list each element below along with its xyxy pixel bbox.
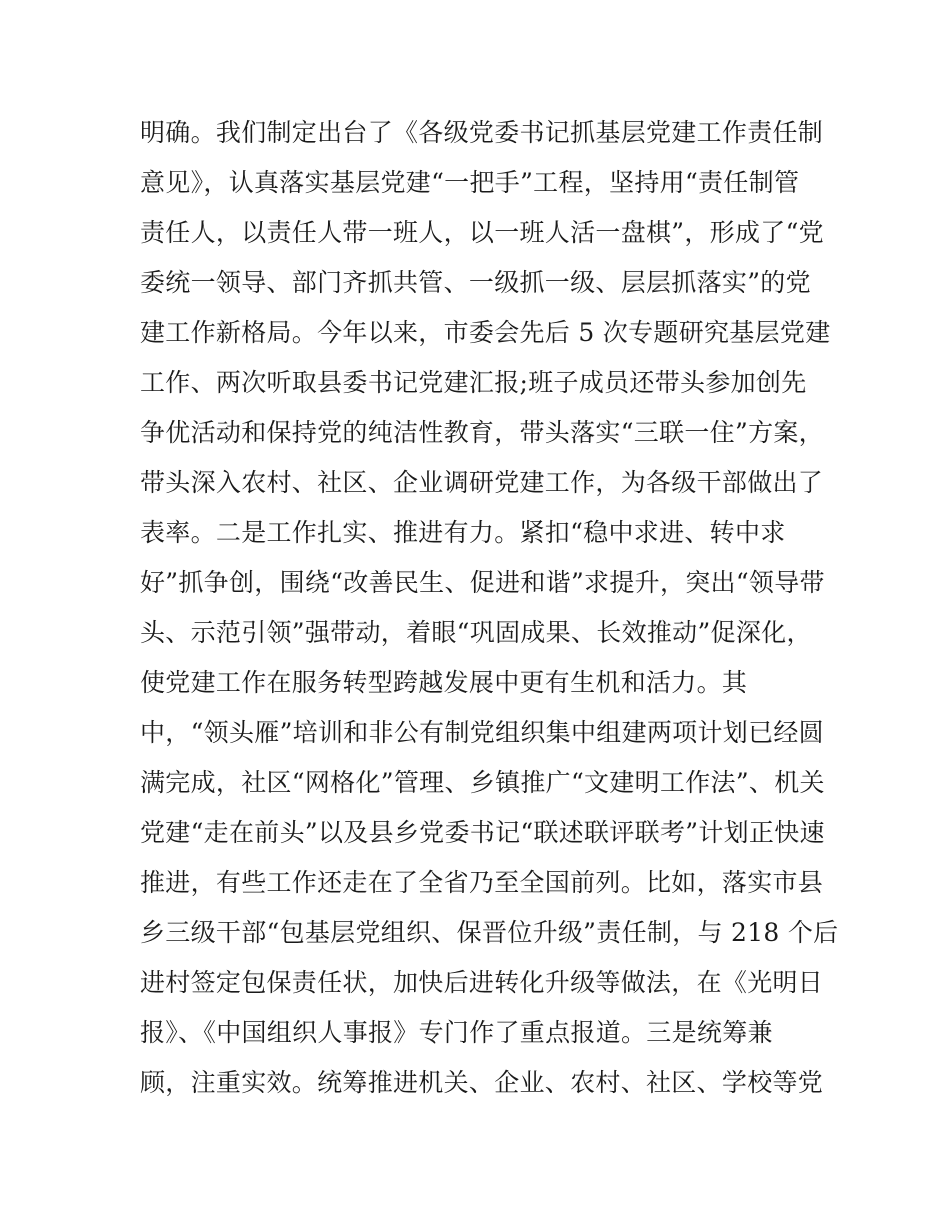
text-line: 满完成，社区“网格化”管理、乡镇推广“文建明工作法”、机关 — [140, 768, 825, 797]
text-line: 报》、《中国组织人事报》专门作了重点报道。三是统筹兼 — [140, 1018, 773, 1047]
body-text — [140, 108, 839, 1108]
text-line: 头、示范引领”强带动，着眼“巩固成果、长效推动”促深化， — [140, 618, 812, 647]
text-line: 党建“走在前头”以及县乡党委书记“联述联评联考”计划正快速 — [140, 818, 825, 847]
text-line: 意见》，认真落实基层党建“一把手”工程，坚持用“责任制管 — [140, 168, 800, 197]
text-line: 中，“领头雁”培训和非公有制党组织集中组建两项计划已经圆 — [140, 718, 824, 747]
text-line: 委统一领导、部门齐抓共管、一级抓一级、层层抓落实”的党 — [140, 268, 811, 297]
text-line: 顾，注重实效。统筹推进机关、企业、农村、社区、学校等党 — [140, 1068, 824, 1097]
text-line: 推进，有些工作还走在了全省乃至全国前列。比如，落实市县 — [140, 868, 824, 897]
text-line: 乡三级干部“包基层党组织、保晋位升级”责任制，与 218 个后 — [140, 918, 839, 947]
text-line: 建工作新格局。今年以来，市委会先后 5 次专题研究基层党建 — [140, 318, 831, 347]
text-line: 进村签定包保责任状，加快后进转化升级等做法，在《光明日 — [140, 968, 824, 997]
text-line: 工作、两次听取县委书记党建汇报;班子成员还带头参加创先 — [140, 368, 807, 397]
text-line: 明确。我们制定出台了《各级党委书记抓基层党建工作责任制 — [140, 118, 824, 147]
text-line: 带头深入农村、社区、企业调研党建工作，为各级干部做出了 — [140, 468, 824, 497]
text-line: 使党建工作在服务转型跨越发展中更有生机和活力。其 — [140, 668, 748, 697]
text-line: 责任人，以责任人带一班人，以一班人活一盘棋”，形成了“党 — [140, 218, 824, 247]
text-line: 表率。二是工作扎实、推进有力。紧扣“稳中求进、转中求 — [140, 518, 786, 547]
text-line: 争优活动和保持党的纯洁性教育，带头落实“三联一住”方案， — [140, 418, 824, 447]
text-line: 好”抓争创，围绕“改善民生、促进和谐”求提升，突出“领导带 — [140, 568, 825, 597]
